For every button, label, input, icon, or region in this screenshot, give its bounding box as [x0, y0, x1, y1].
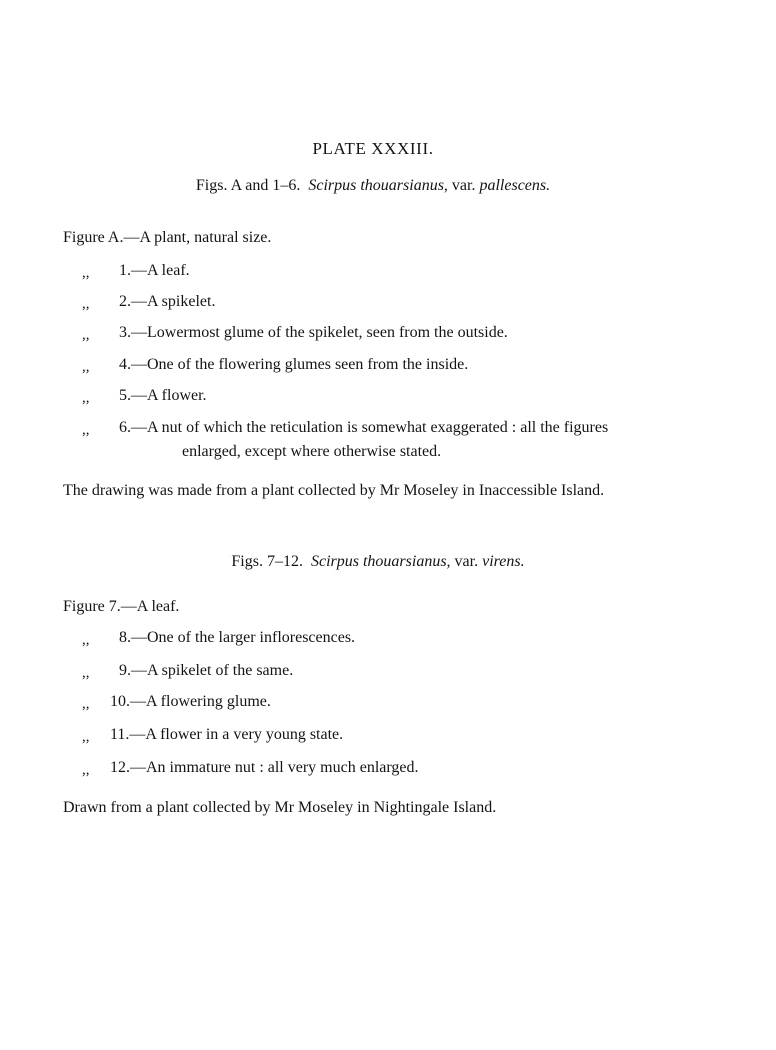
figure-item: 11.—A flower in a very young state. — [110, 726, 344, 743]
heading-variety: virens. — [482, 553, 525, 570]
figure-line-7: Figure 7.—A leaf. — [63, 598, 180, 615]
heading-figs: Figs. 7–12. — [231, 553, 303, 570]
figure-line-A: Figure A.—A plant, natural size. — [63, 229, 272, 246]
figure-item: 5.—A flower. — [119, 387, 207, 404]
figure-item: 1.—A leaf. — [119, 262, 190, 279]
figure-item: 4.—One of the flowering glumes seen from the inside. — [119, 356, 469, 373]
ditto-mark: ,, — [82, 632, 90, 648]
plate-title: PLATE XXXIII. — [312, 139, 434, 158]
figure-item: 12.—An immature nut : all very much enlarged. — [110, 759, 419, 776]
figure-item: 9.—A spikelet of the same. — [119, 662, 294, 679]
figure-item: 8.—One of the larger inflorescences. — [119, 629, 356, 646]
heading-variety: pallescens. — [479, 177, 551, 194]
heading-figs: Figs. A and 1–6. — [195, 177, 301, 194]
figure-item-continuation: enlarged, except where otherwise stated. — [182, 443, 442, 460]
heading-var-label: var. — [454, 553, 479, 570]
ditto-mark: ,, — [82, 265, 90, 281]
figure-item: 6.—A nut of which the reticulation is somewhat exaggerated : all the figures — [119, 419, 609, 436]
ditto-mark: ,, — [82, 327, 90, 343]
figure-item: 2.—A spikelet. — [119, 293, 216, 310]
ditto-mark: ,, — [82, 296, 90, 312]
heading-species: Scirpus thouarsianus, — [310, 553, 451, 570]
section-heading-2 — [0, 553, 756, 571]
figure-item: 10.—A flowering glume. — [110, 693, 271, 710]
heading-var-label: var. — [451, 177, 476, 194]
ditto-mark: ,, — [82, 729, 90, 745]
heading-species: Scirpus thouarsianus, — [308, 177, 448, 194]
collection-note: The drawing was made from a plant collected by Mr Moseley in Inaccessible Island. — [63, 482, 605, 499]
collection-note: Drawn from a plant collected by Mr Moseley in Nightingale Island. — [63, 799, 497, 816]
ditto-mark: ,, — [82, 359, 90, 375]
section-heading-1 — [0, 177, 746, 195]
ditto-mark: ,, — [82, 390, 90, 406]
ditto-mark: ,, — [82, 665, 90, 681]
figure-item: 3.—Lowermost glume of the spikelet, seen from the outside. — [119, 324, 508, 341]
ditto-mark: ,, — [82, 422, 90, 438]
ditto-mark: ,, — [82, 696, 90, 712]
ditto-mark: ,, — [82, 762, 90, 778]
